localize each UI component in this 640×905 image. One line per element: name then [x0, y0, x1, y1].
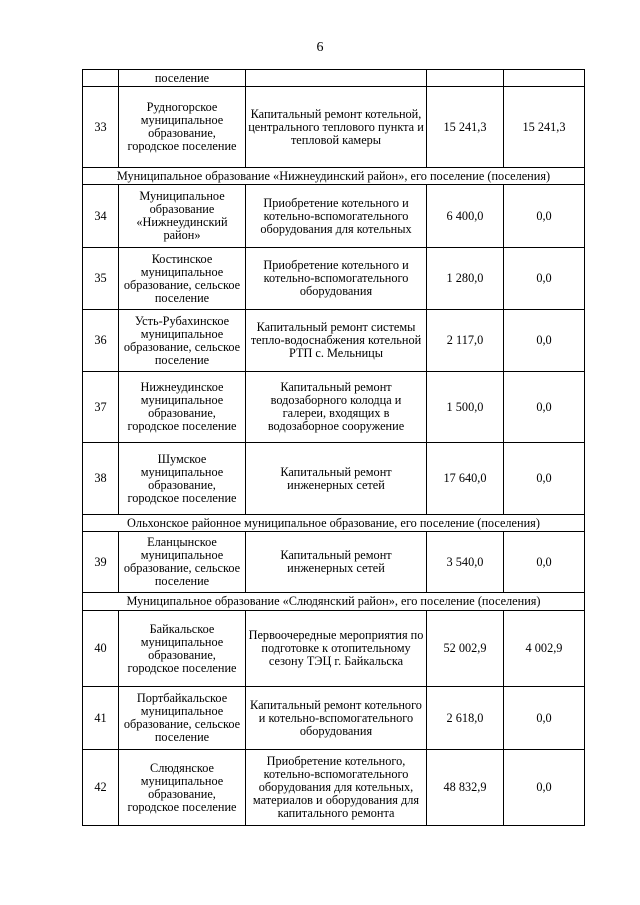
cell-work: Капитальный ремонт системы тепло-водоснабжения котельной РТП с. Мельницы — [246, 310, 427, 372]
cell-municipality: Костинское муниципальное образование, сельское поселение — [119, 248, 246, 310]
group-title: Муниципальное образование «Слюдянский район», его поселение (поселения) — [83, 593, 585, 611]
cell-work: Приобретение котельного и котельно-вспомогательного оборудования для котельных — [246, 185, 427, 248]
group-title: Муниципальное образование «Нижнеудинский район», его поселение (поселения) — [83, 168, 585, 185]
funding-table — [82, 69, 585, 826]
page-number: 6 — [316, 40, 324, 55]
cell-num: 34 — [83, 185, 119, 248]
cell-amount-regional: 0,0 — [504, 248, 585, 310]
group-title: Ольхонское районное муниципальное образование, его поселение (поселения) — [83, 515, 585, 532]
cell-municipality: Байкальское муниципальное образование, городское поселение — [119, 611, 246, 687]
cell-amount-total: 15 241,3 — [427, 87, 504, 168]
cell-amount-regional: 0,0 — [504, 532, 585, 593]
cell-num — [83, 70, 119, 87]
cell-num: 36 — [83, 310, 119, 372]
cell-municipality: Муниципальное образование «Нижнеудинский район» — [119, 185, 246, 248]
cell-amount-regional: 0,0 — [504, 687, 585, 750]
cell-amount-total: 3 540,0 — [427, 532, 504, 593]
cell-municipality: Еланцынское муниципальное образование, сельское поселение — [119, 532, 246, 593]
table-row — [83, 185, 585, 248]
table-row — [83, 372, 585, 443]
table-row — [83, 248, 585, 310]
cell-amount-total: 48 832,9 — [427, 750, 504, 826]
cell-num: 38 — [83, 443, 119, 515]
cell-work: Капитальный ремонт инженерных сетей — [246, 443, 427, 515]
cell-amount-total: 6 400,0 — [427, 185, 504, 248]
cell-municipality: Портбайкальское муниципальное образование, сельское поселение — [119, 687, 246, 750]
cell-work: Капитальный ремонт котельного и котельно-вспомогательного оборудования — [246, 687, 427, 750]
cell-work: Капитальный ремонт водозаборного колодца и галереи, входящих в водозаборное сооружение — [246, 372, 427, 443]
table-row — [83, 310, 585, 372]
cell-municipality: Слюдянское муниципальное образование, городское поселение — [119, 750, 246, 826]
cell-work: Первоочередные мероприятия по подготовке к отопительному сезону ТЭЦ г. Байкальска — [246, 611, 427, 687]
cell-num: 40 — [83, 611, 119, 687]
cell-municipality: Шумское муниципальное образование, городское поселение — [119, 443, 246, 515]
cell-amount-total: 2 117,0 — [427, 310, 504, 372]
cell-amount-regional: 0,0 — [504, 310, 585, 372]
table-row — [83, 611, 585, 687]
table-row — [83, 87, 585, 168]
cell-amount-total: 1 500,0 — [427, 372, 504, 443]
cell-amount-total: 17 640,0 — [427, 443, 504, 515]
cell-work: Приобретение котельного, котельно-вспомогательного оборудования для котельных, материалов и оборудования для капитального ремонта — [246, 750, 427, 826]
cell-municipality: поселение — [119, 70, 246, 87]
cell-amount-regional: 0,0 — [504, 185, 585, 248]
cell-amount-regional: 0,0 — [504, 372, 585, 443]
cell-amount-regional: 4 002,9 — [504, 611, 585, 687]
cell-amount-regional: 0,0 — [504, 750, 585, 826]
cell-amount-total: 1 280,0 — [427, 248, 504, 310]
cell-work: Капитальный ремонт инженерных сетей — [246, 532, 427, 593]
group-header-row — [83, 593, 585, 611]
cell-num: 42 — [83, 750, 119, 826]
table-row — [83, 687, 585, 750]
cell-municipality: Усть-Рубахинское муниципальное образование, сельское поселение — [119, 310, 246, 372]
cell-municipality: Рудногорское муниципальное образование, городское поселение — [119, 87, 246, 168]
cell-num: 33 — [83, 87, 119, 168]
cell-num: 39 — [83, 532, 119, 593]
cell-work — [246, 70, 427, 87]
cell-num: 41 — [83, 687, 119, 750]
cell-work: Капитальный ремонт котельной, центрального теплового пункта и тепловой камеры — [246, 87, 427, 168]
cell-amount-total: 2 618,0 — [427, 687, 504, 750]
cell-amount-regional: 0,0 — [504, 443, 585, 515]
cell-num: 37 — [83, 372, 119, 443]
cell-amount-regional: 15 241,3 — [504, 87, 585, 168]
group-header-row — [83, 168, 585, 185]
cell-work: Приобретение котельного и котельно-вспомогательного оборудования — [246, 248, 427, 310]
table-row — [83, 750, 585, 826]
table-row — [83, 443, 585, 515]
cell-amount-regional — [504, 70, 585, 87]
group-header-row — [83, 515, 585, 532]
cell-amount-total: 52 002,9 — [427, 611, 504, 687]
continued-row — [83, 70, 585, 87]
table-row — [83, 532, 585, 593]
cell-municipality: Нижнеудинское муниципальное образование, городское поселение — [119, 372, 246, 443]
cell-num: 35 — [83, 248, 119, 310]
cell-amount-total — [427, 70, 504, 87]
